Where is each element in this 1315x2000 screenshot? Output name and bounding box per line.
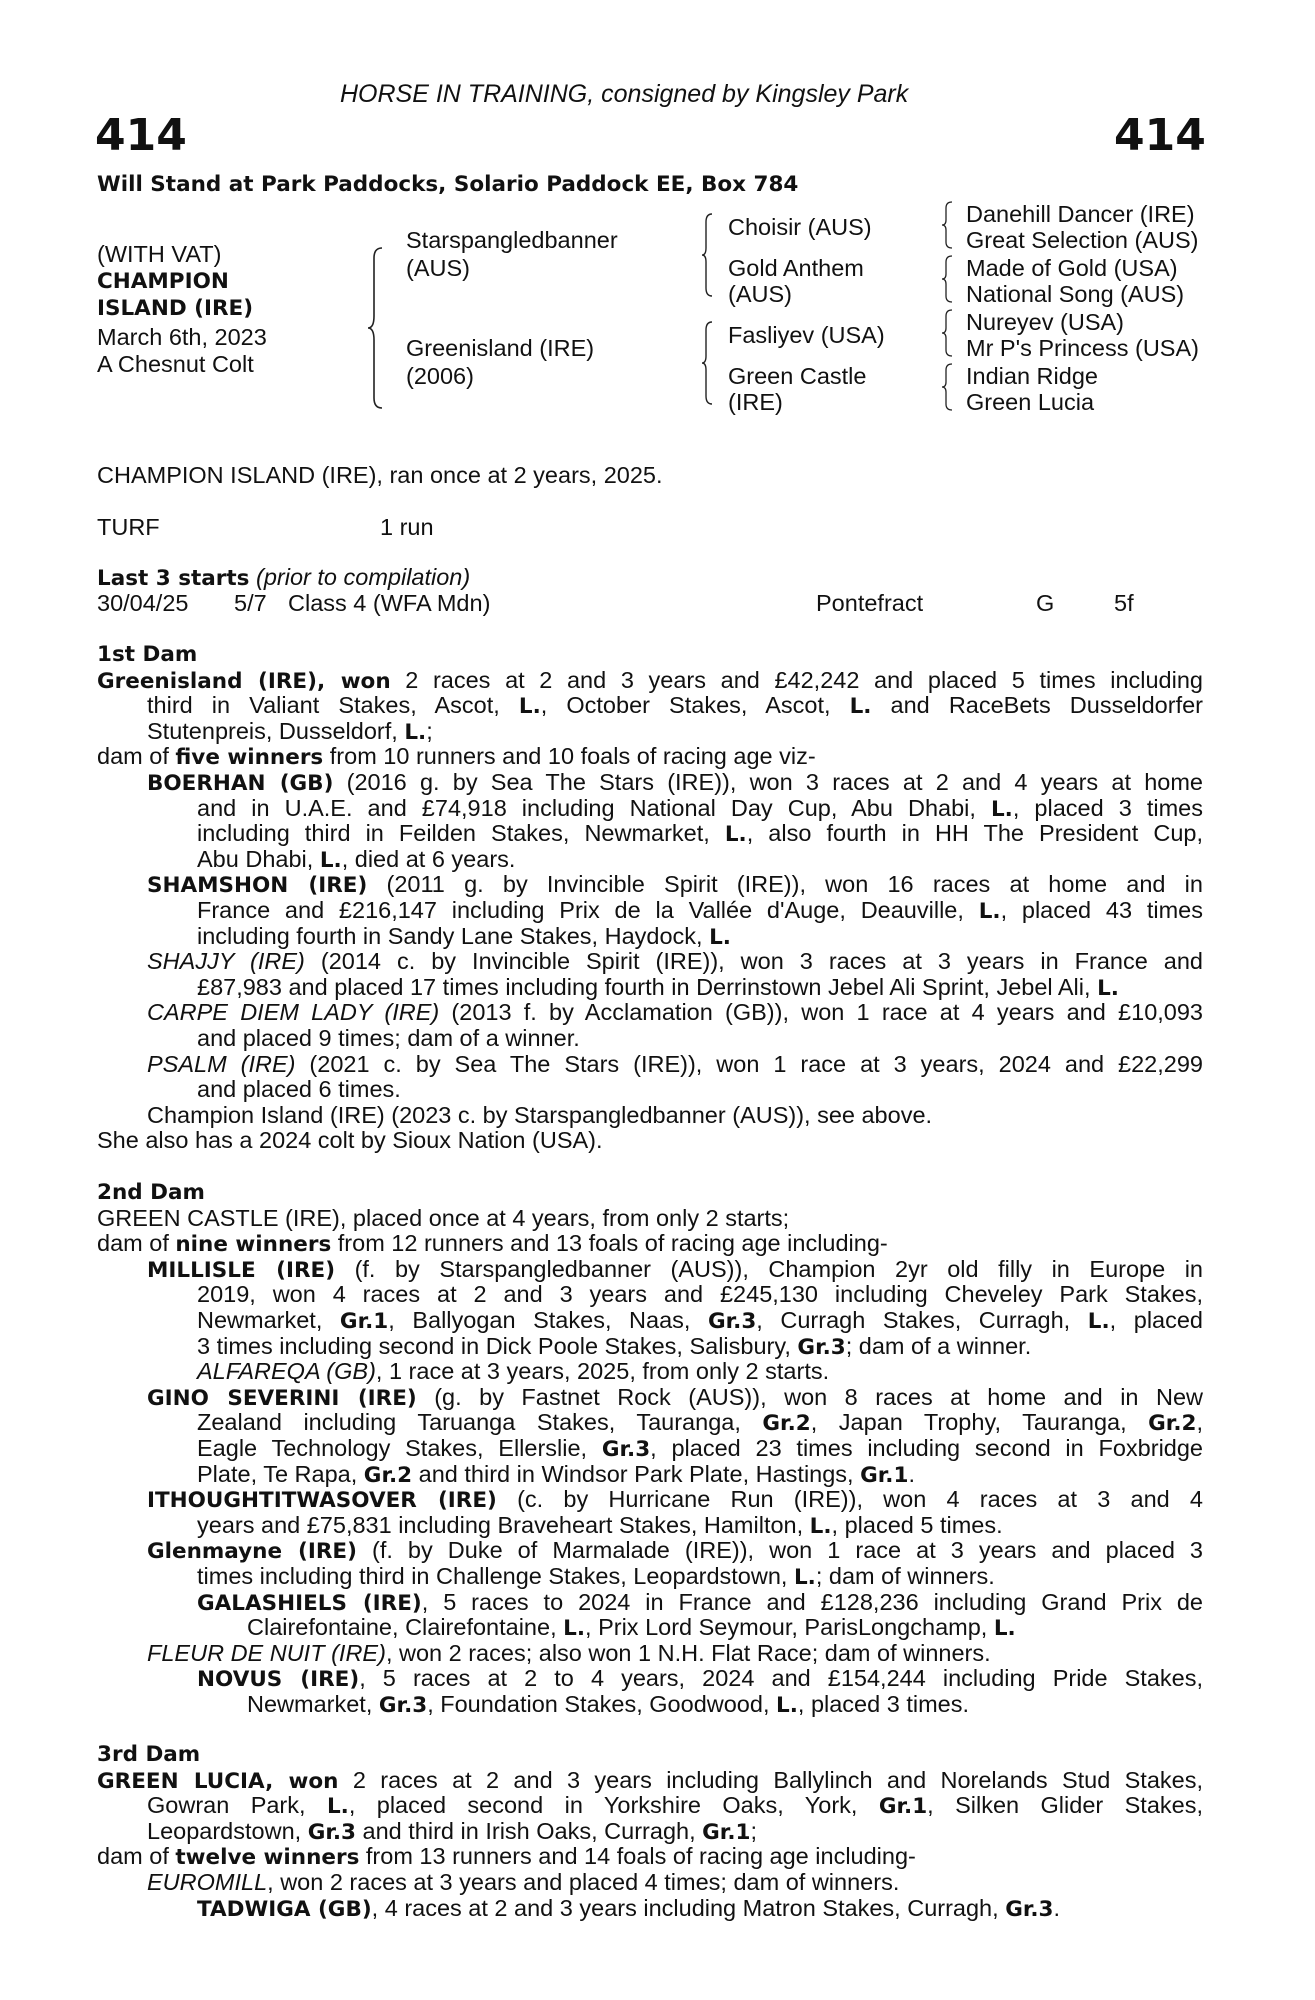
produce-name: ALFAREQA (GB) [197,1358,376,1385]
last-starts-heading [97,565,470,592]
produce-name: SHAMSHON (IRE) [147,873,368,899]
group-grade: Gr.3 [378,1692,428,1718]
gg-sire-2: Made of Gold (USA) [966,255,1178,281]
winners-count: nine winners [175,1232,332,1258]
produce-line [97,898,1203,924]
listed-grade: L. [1087,1308,1110,1334]
winners-count: five winners [175,745,324,771]
produce-line [97,1385,1203,1411]
third-dam-name: GREEN LUCIA, won [97,1768,339,1794]
text-span: £87,983 and placed 17 times including fourth in Derrinstown Jebel Ali Sprint, Jebel Ali, [197,973,1098,1000]
pedigree-brace-ds [940,308,956,358]
produce-line [97,1436,1203,1462]
start-distance: 5f [1114,590,1134,616]
group-grade: Gr.2 [363,1462,413,1488]
produce-line [97,949,1203,975]
third-dam-line [97,1819,1203,1845]
dam-name: Greenisland (IRE) [406,335,595,361]
produce-line [97,1000,1203,1026]
text-span: (2011 g. by Invincible Spirit (IRE)), won 16 races at home and in [367,871,1203,898]
text-span: third in Valiant Stakes, Ascot, [147,692,519,719]
text-span: , Curragh Stakes, Curragh, [756,1306,1088,1333]
produce-line [97,1410,1203,1436]
produce-name: ITHOUGHTITWASOVER (IRE) [147,1488,497,1514]
text-span: GREEN CASTLE (IRE), placed once at 4 years, from only 2 starts; [97,1204,790,1231]
text-span: (f. by Duke of Marmalade (IRE)), won 1 race at 3 years and placed 3 [356,1537,1203,1564]
text-span: (2016 g. by Sea The Stars (IRE)), won 3 races at 2 and 4 years at home [333,768,1203,795]
produce-line [97,1026,1203,1052]
produce-line [97,1590,1203,1616]
listed-grade: L. [1097,975,1119,1001]
text-span: , placed [1109,1306,1203,1333]
produce-line [97,975,1203,1001]
listed-grade: L. [404,719,427,745]
produce-line [97,1896,1203,1922]
last-starts-title: Last 3 starts [97,566,250,591]
produce-name: GINO SEVERINI (IRE) [147,1385,417,1411]
horse-description: A Chesnut Colt [97,351,254,377]
group-grade: Gr.3 [1005,1896,1054,1922]
winners-count: twelve winners [175,1845,360,1871]
listed-grade: L. [809,1513,832,1539]
text-span: dam of [97,743,176,770]
produce-line [97,1615,1203,1641]
produce-name: SHAJJY (IRE) [147,948,305,975]
produce-line [97,1692,1203,1718]
produce-line [97,1334,1203,1360]
listed-grade: L. [724,822,747,848]
pedigree-brace-dam [700,320,716,406]
text-span: and placed 6 times. [197,1076,401,1103]
produce-line [97,1052,1203,1078]
gg-dam-2: National Song (AUS) [966,281,1185,307]
produce-line [97,770,1203,796]
horse-name-line2: ISLAND (IRE) [97,296,254,321]
text-span: 2 races at 2 and 3 years and £42,242 and placed 5 times including [390,666,1203,693]
text-span: ; [426,717,433,744]
text-span: ; dam of a winner. [845,1332,1032,1359]
dam-year: (2006) [406,363,474,389]
start-course: Pontefract [816,590,924,616]
group-grade: Gr.3 [707,1308,757,1334]
text-span: , 1 race at 3 years, 2025, from only 2 starts. [375,1358,830,1385]
text-span: , placed 23 times including second in Foxbridge [650,1434,1203,1461]
text-span: . [908,1460,915,1487]
text-span: , Foundation Stakes, Goodwood, [427,1690,777,1717]
text-span: , won 2 races at 3 years and placed 4 times; dam of winners. [267,1868,900,1895]
listed-grade: L. [563,1616,586,1642]
pedigree-brace-sire [700,212,716,298]
pedigree-brace-dd [940,362,956,412]
pedigree-brace-sd [940,254,956,304]
horse-name-line1: CHAMPION [97,269,229,294]
last-starts-note: (prior to compilation) [256,564,471,590]
text-span: including third in Feilden Stakes, Newmarket, [197,820,725,847]
produce-line [97,1308,1203,1334]
listed-grade: L. [319,847,342,873]
text-span: , Japan Trophy, Tauranga, [810,1409,1149,1436]
text-span: 2019, won 4 races at 2 and 3 years and £245,130 including Cheveley Park Stakes, [197,1281,1203,1308]
first-dam-line [97,668,1203,694]
gg-dam-3: Mr P's Princess (USA) [966,335,1199,361]
produce-line [97,1128,1203,1154]
second-dam-section [97,1180,1203,1717]
produce-name: FLEUR DE NUIT (IRE) [147,1639,386,1666]
first-dam-section [97,642,1203,1154]
text-span: from 13 runners and 14 foals of racing age including- [359,1843,916,1870]
text-span: from 12 runners and 13 foals of racing age including- [331,1230,888,1257]
first-dam-line [97,719,1203,745]
text-span: and third in Windsor Park Plate, Hastings, [412,1460,861,1487]
third-dam-heading: 3rd Dam [97,1742,201,1767]
surface-label: TURF [97,514,160,540]
text-span: from 10 runners and 10 foals of racing age viz- [323,743,816,770]
gg-dam-4: Green Lucia [966,389,1095,415]
produce-name: TADWIGA (GB) [197,1896,372,1922]
text-span: She also has a 2024 colt by Sioux Nation (USA). [97,1127,603,1154]
group-grade: Gr.3 [601,1436,651,1462]
text-span: and placed 9 times; dam of a winner. [197,1024,580,1051]
dam-dam: Green Castle [728,363,867,389]
foaling-date: March 6th, 2023 [97,324,267,350]
text-span: , Silken Glider Stakes, [927,1792,1203,1819]
group-grade: Gr.3 [307,1819,357,1845]
group-grade: Gr.3 [797,1334,846,1360]
start-date: 30/04/25 [97,590,189,616]
lot-number-right: 414 [1114,110,1206,161]
text-span: 2 races at 2 and 3 years including Ballylinch and Norelands Stud Stakes, [338,1766,1204,1793]
text-span: Champion Island (IRE) (2023 c. by Starspangledbanner (AUS)), see above. [147,1101,933,1128]
text-span: , Ballyogan Stakes, Naas, [388,1306,708,1333]
produce-name: Glenmayne (IRE) [147,1539,357,1565]
produce-line [97,1641,1203,1667]
text-span: Newmarket, [247,1690,379,1717]
sire-sire: Choisir (AUS) [728,214,872,240]
text-span: and RaceBets Dusseldorfer [871,692,1203,719]
text-span: Leopardstown, [147,1817,308,1844]
sire-dam-country: (AUS) [728,281,792,307]
produce-line [97,1077,1203,1103]
listed-grade: L. [793,1564,816,1590]
start-race: Class 4 (WFA Mdn) [288,590,491,616]
stand-location: Will Stand at Park Paddocks, Solario Paddock EE, Box 784 [97,172,799,197]
text-span: Eagle Technology Stakes, Ellerslie, [197,1434,602,1461]
text-span: , died at 6 years. [341,845,516,872]
sire-name: Starspangledbanner [406,227,618,253]
produce-line [97,1359,1203,1385]
produce-line [97,1564,1203,1590]
text-span: times including third in Challenge Stakes, Leopardstown, [197,1562,794,1589]
produce-line [97,1513,1203,1539]
text-span: (2021 c. by Sea The Stars (IRE)), won 1 race at 3 years, 2024 and £22,299 [295,1050,1203,1077]
produce-name: BOERHAN (GB) [147,770,334,796]
listed-grade: L. [709,924,731,950]
consignment-line: HORSE IN TRAINING, consigned by Kingsley Park [340,80,909,108]
text-span: dam of [97,1230,176,1257]
text-span: Clairefontaine, Clairefontaine, [247,1614,564,1641]
text-span: Plate, Te Rapa, [197,1460,364,1487]
gg-sire-4: Indian Ridge [966,363,1098,389]
dam-sire: Fasliyev (USA) [728,322,885,348]
produce-line [97,796,1203,822]
produce-name: GALASHIELS (IRE) [197,1590,422,1616]
text-span: (g. by Fastnet Rock (AUS)), won 8 races at home and in New [416,1383,1203,1410]
first-dam-line [97,744,1203,770]
produce-line [97,1257,1203,1283]
text-span: Stutenpreis, Dusseldorf, [147,717,405,744]
text-span: , won 2 races; also won 1 N.H. Flat Race; dam of winners. [385,1639,991,1666]
produce-line [97,1538,1203,1564]
vat-note: (WITH VAT) [97,241,222,267]
listed-grade: L. [990,796,1013,822]
group-grade: Gr.2 [1148,1411,1197,1437]
produce-line [97,1666,1203,1692]
dam-dam-country: (IRE) [728,389,783,415]
race-summary: CHAMPION ISLAND (IRE), ran once at 2 years, 2025. [97,462,663,488]
text-span: , Prix Lord Seymour, ParisLongchamp, [585,1614,994,1641]
produce-line [97,1462,1203,1488]
text-span: . [1053,1894,1061,1921]
text-span: and in U.A.E. and £74,918 including National Day Cup, Abu Dhabi, [197,794,991,821]
text-span: 3 times including second in Dick Poole Stakes, Salisbury, [197,1332,798,1359]
listed-grade: L. [518,694,541,720]
text-span: dam of [97,1843,176,1870]
listed-grade: L. [326,1794,349,1820]
text-span: (f. by Starspangledbanner (AUS)), Champion 2yr old filly in Europe in [335,1255,1203,1282]
text-span: Abu Dhabi, [197,845,320,872]
produce-name: MILLISLE (IRE) [147,1257,336,1283]
text-span: , placed 3 times [1012,794,1203,821]
sire-country: (AUS) [406,255,470,281]
produce-name: NOVUS (IRE) [197,1667,360,1693]
produce-line [97,1282,1203,1308]
produce-name: EUROMILL [147,1868,268,1895]
text-span: ; dam of winners. [815,1562,995,1589]
second-dam-line [97,1231,1203,1257]
listed-grade: L. [849,694,872,720]
group-grade: Gr.1 [860,1462,909,1488]
text-span: , [1196,1409,1203,1436]
third-dam-section [97,1742,1203,1921]
text-span: , placed second in Yorkshire Oaks, York, [348,1792,879,1819]
text-span: Newmarket, [197,1306,340,1333]
text-span: , placed 43 times [1000,896,1203,923]
text-span: France and £216,147 including Prix de la Vallée d'Auge, Deauville, [197,896,979,923]
text-span: including fourth in Sandy Lane Stakes, Haydock, [197,922,710,949]
produce-line [97,821,1203,847]
text-span: Zealand including Taruanga Stakes, Tauranga, [197,1409,763,1436]
text-span: (c. by Hurricane Run (IRE)), won 4 races at 3 and 4 [496,1486,1203,1513]
text-span: , placed 3 times. [797,1690,969,1717]
gg-sire-3: Nureyev (USA) [966,309,1125,335]
text-span: (2013 f. by Acclamation (GB)), won 1 race at 4 years and £10,093 [439,999,1203,1026]
group-grade: Gr.1 [702,1819,751,1845]
sire-dam: Gold Anthem [728,255,864,281]
text-span: , also fourth in HH The President Cup, [746,820,1204,847]
text-span: years and £75,831 including Braveheart Stakes, Hamilton, [197,1511,810,1538]
start-going: G [1036,590,1055,616]
text-span: , 5 races to 2024 in France and £128,236 including Grand Prix de [421,1588,1203,1615]
group-grade: Gr.2 [762,1411,811,1437]
text-span: , October Stakes, Ascot, [540,692,850,719]
second-dam-heading: 2nd Dam [97,1180,205,1205]
run-count: 1 run [380,514,434,540]
pedigree-brace-main [366,246,388,410]
text-span: (2014 c. by Invincible Spirit (IRE)), won 3 races at 3 years in France and [304,948,1203,975]
first-dam-heading: 1st Dam [97,642,198,667]
produce-line [97,1487,1203,1513]
produce-line [97,872,1203,898]
text-span: Gowran Park, [147,1792,327,1819]
produce-line [97,924,1203,950]
third-dam-line [97,1768,1203,1794]
text-span: , 5 races at 2 to 4 years, 2024 and £154,244 including Pride Stakes, [359,1665,1203,1692]
produce-name: CARPE DIEM LADY (IRE) [147,999,440,1026]
listed-grade: L. [993,1616,1016,1642]
pedigree-brace-ss [940,200,956,250]
text-span: , placed 5 times. [831,1511,1003,1538]
start-position: 5/7 [234,590,267,616]
text-span: and third in Irish Oaks, Curragh, [356,1817,703,1844]
text-span: ; [750,1817,757,1844]
listed-grade: L. [776,1692,798,1718]
produce-line [97,1870,1203,1896]
gg-sire-1: Danehill Dancer (IRE) [966,201,1195,227]
group-grade: Gr.1 [878,1794,928,1820]
first-dam-line [97,693,1203,719]
produce-line [97,1103,1203,1129]
second-dam-line [97,1206,1203,1232]
first-dam-name: Greenisland (IRE), won [97,668,391,694]
gg-dam-1: Great Selection (AUS) [966,227,1199,253]
group-grade: Gr.1 [339,1308,389,1334]
produce-line [97,847,1203,873]
produce-name: PSALM (IRE) [147,1050,296,1077]
listed-grade: L. [978,898,1001,924]
lot-number-left: 414 [95,110,187,161]
third-dam-line [97,1793,1203,1819]
text-span: , 4 races at 2 and 3 years including Matron Stakes, Curragh, [371,1894,1006,1921]
third-dam-line [97,1844,1203,1870]
